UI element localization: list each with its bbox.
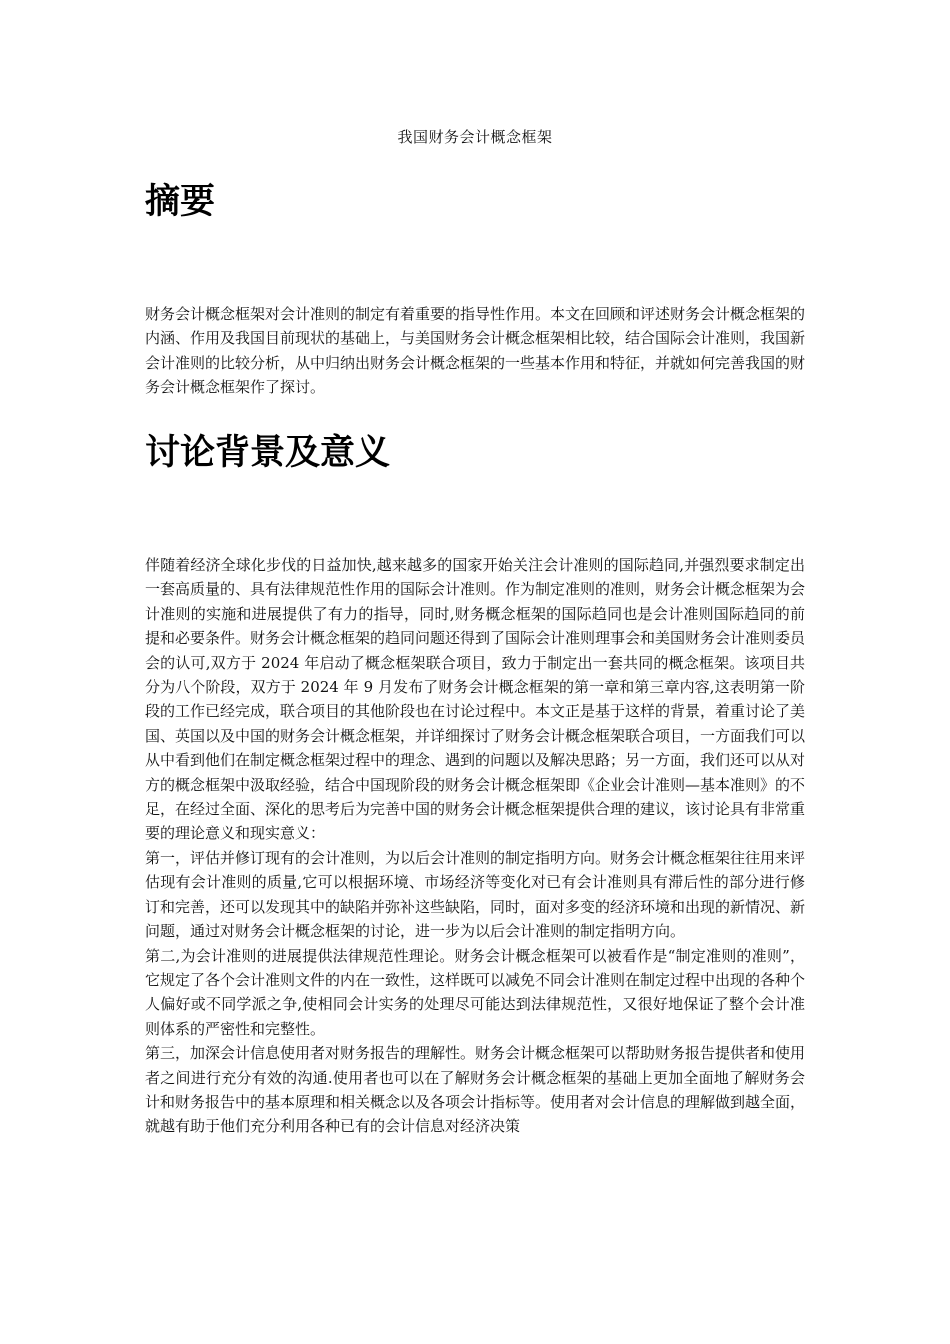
background-paragraph: 伴随着经济全球化步伐的日益加快,越来越多的国家开始关注会计准则的国际趋同,并强烈要求制定出一套高质量的、具有法律规范性作用的国际会计准则。作为制定准则的准则，财务会计概念框架为会计准则的实施和进展提供了有力的指导，同时,财务概念框架的国际趋同也是会计准则国际趋同的前提和必要条件。财务会计概念框架的趋同问题还得到了国际会计准则理事会和美国财务会计准则委员会的认可,双方于 2024 年启动了概念框架联合项目，致力于制定出一套共同的概念框架。该项目共分为八个阶段，双方于 2024 年 9 月发布了财务会计概念框架的第一章和第三章内容,这表明第一阶段的工作已经完成，联合项目的其他阶段也在讨论过程中。本文正是基于这样的背景，着重讨论了美国、英国以及中国的财务会计概念框架，并详细探讨了财务会计概念框架联合项目，一方面我们可以从中看到他们在制定概念框架过程中的理念、遇到的问题以及解决思路；另一方面，我们还可以从对方的概念框架中汲取经验，结合中国现阶段的财务会计概念框架即《企业会计准则—基本准则》的不足，在经过全面、深化的思考后为完善中国的财务会计概念框架提供合理的建议，该讨论具有非常重要的理论意义和现实意义： — [145, 556, 806, 843]
significance-point-2: 第二,为会计准则的进展提供法律规范性理论。财务会计概念框架可以被看作是“制定准则的准则”，它规定了各个会计准则文件的内在一致性，这样既可以减免不同会计准则在制定过程中出现的各种个人偏好或不同学派之争,使相同会计实务的处理尽可能达到法律规范性，又很好地保证了整个会计准则体系的严密性和完整性。 — [145, 946, 806, 1038]
background-section-body — [145, 553, 805, 1139]
heading-abstract: 摘要 — [145, 182, 216, 222]
document-title: 我国财务会计概念框架 — [397, 128, 553, 146]
abstract-paragraph: 财务会计概念框架对会计准则的制定有着重要的指导性作用。本文在回顾和评述财务会计概念框架的内涵、作用及我国目前现状的基础上，与美国财务会计概念框架相比较，结合国际会计准则，我国新会计准则的比较分析，从中归纳出财务会计概念框架的一些基本作用和特征，并就如何完善我国的财务会计概念框架作了探讨。 — [145, 305, 806, 397]
heading-background-significance: 讨论背景及意义 — [145, 433, 391, 473]
significance-point-1: 第一，评估并修订现有的会计准则，为以后会计准则的制定指明方向。财务会计概念框架往往用来评估现有会计准则的质量,它可以根据环境、市场经济等变化对已有会计准则具有滞后性的部分进行修订和完善，还可以发现其中的缺陷并弥补这些缺陷，同时，面对多变的经济环境和出现的新情况、新问题，通过对财务会计概念框架的讨论，进一步为以后会计准则的制定指明方向。 — [145, 848, 806, 941]
significance-point-3: 第三，加深会计信息使用者对财务报告的理解性。财务会计概念框架可以帮助财务报告提供者和使用者之间进行充分有效的沟通.使用者也可以在了解财务会计概念框架的基础上更加全面地了解财务会计和财务报告中的基本原理和相关概念以及各项会计指标等。使用者对会计信息的理解做到越全面，就越有助于他们充分利用各种已有的会计信息对经济决策 — [145, 1044, 806, 1136]
